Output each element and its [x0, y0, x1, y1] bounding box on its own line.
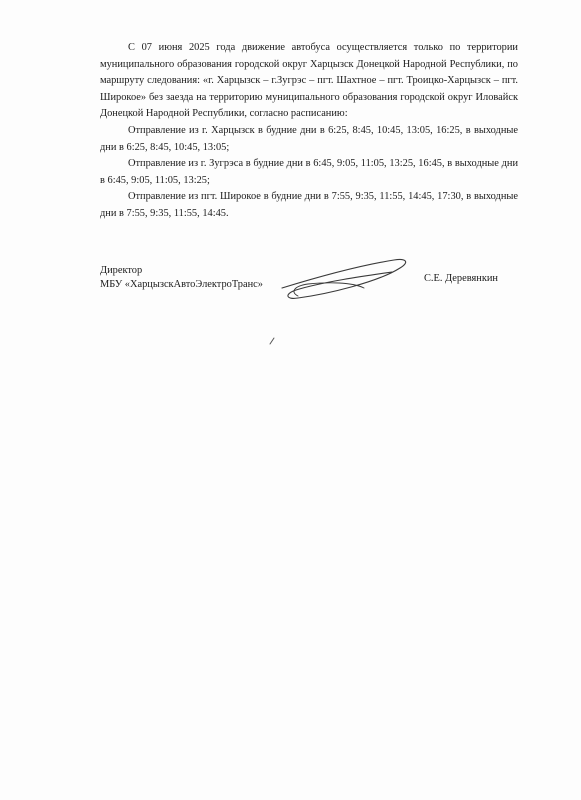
paragraph-zugres-schedule: Отправление из г. Зугрэса в будние дни в 6:45, 9:05, 11:05, 13:25, 16:45, в выходные дни в 6:45, 9:05, 11:05, 13:25; — [100, 158, 518, 186]
paragraph-shirokoe-schedule: Отправление из пгт. Широкое в будние дни в 7:55, 9:35, 11:55, 14:45, 17:30, в выходные дни в 7:55, 9:35, 11:55, 14:45. — [100, 191, 518, 219]
signer-position: Директор — [100, 265, 143, 276]
paragraph-route: С 07 июня 2025 года движение автобуса осуществляется только по территории муниципального образования городской округ Харцызск Донецкой Народной Республики, по маршруту следования: «г. Харцызск – г.Зугрэс – пгт. Шахтное – пгт. Троицко-Харцызск – пгт. Широкое» без заезда на территорию муниципального образования городской округ Иловайск Донецкой Народной Республики, согласно расписанию: — [100, 42, 518, 120]
signer-organization: МБУ «ХарцызскАвтоЭлектроТранс» — [100, 279, 263, 290]
handwritten-signature — [268, 252, 418, 347]
document-body — [100, 40, 518, 223]
signer-name: С.Е. Деревянкин — [424, 273, 498, 284]
paragraph-kharcyzsk-schedule: Отправление из г. Харцызск в будние дни в 6:25, 8:45, 10:45, 13:05, 16:25, в выходные дни в 6:25, 8:45, 10:45, 13:05; — [100, 124, 518, 153]
signer-title-block — [100, 264, 263, 292]
